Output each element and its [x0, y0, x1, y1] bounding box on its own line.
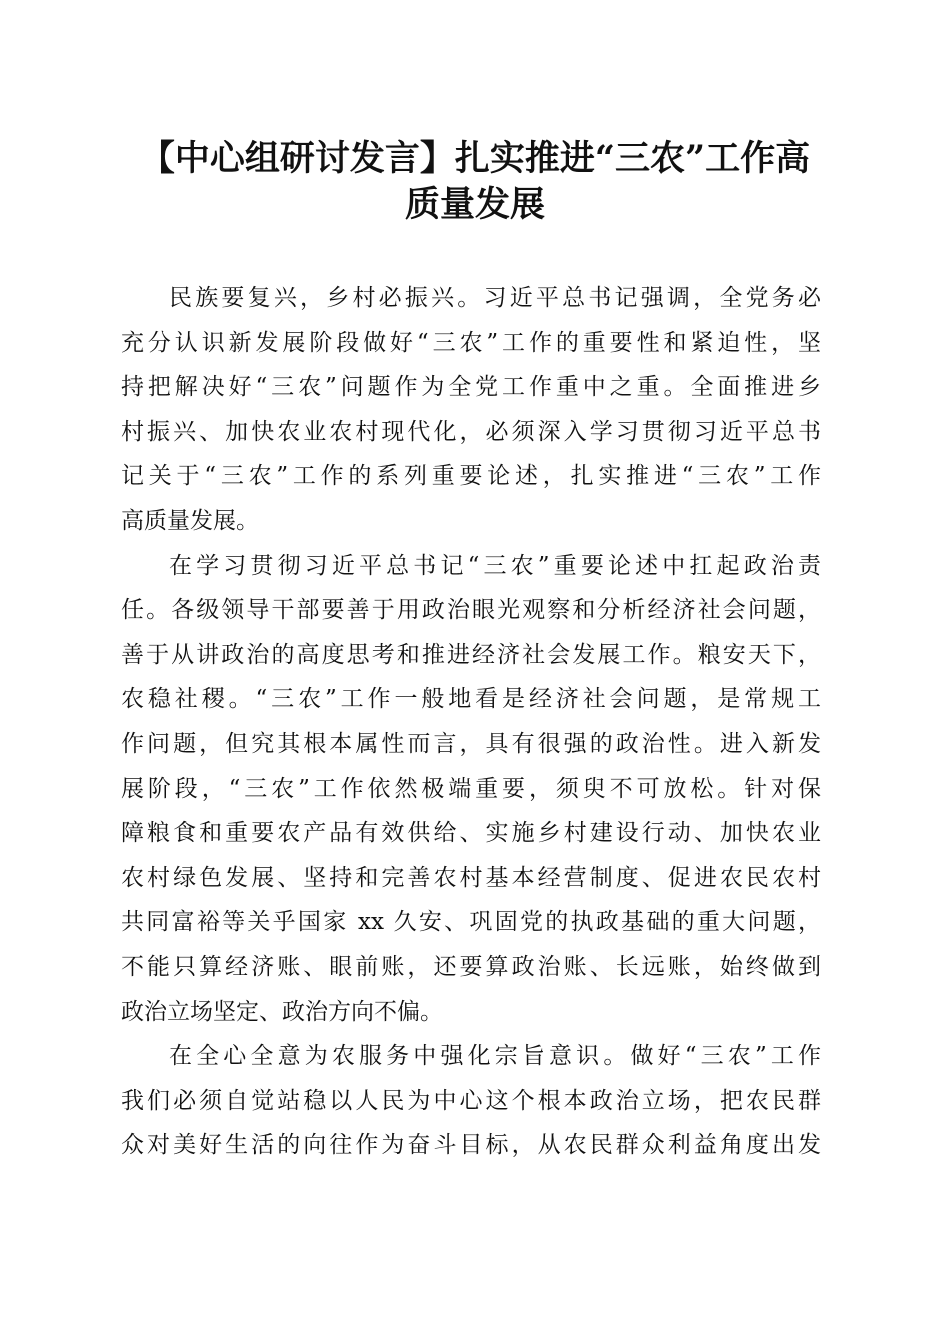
paragraph — [121, 544, 821, 1035]
title-line-2: 质量发展 — [404, 184, 545, 225]
text-line: 不能只算经济账、眼前账，还要算政治账、长远账，始终做到 — [121, 953, 821, 980]
text-line: 村振兴、加快农业农村现代化，必须深入学习贯彻习近平总书 — [121, 418, 821, 445]
text-line: 民族要复兴，乡村必振兴。习近平总书记强调，全党务必 — [169, 285, 821, 311]
text-line: 高质量发展。 — [121, 507, 259, 534]
text-line: 任。各级领导干部要善于用政治眼光观察和分析经济社会问题， — [121, 597, 821, 624]
text-line: 记关于“三农”工作的系列重要论述，扎实推进“三农”工作 — [121, 463, 821, 490]
text-line: 农稳社稷。“三农”工作一般地看是经济社会问题，是常规工 — [121, 686, 821, 713]
title-line-1: 【中心组研讨发言】扎实推进“三农”工作高 — [139, 138, 811, 179]
text-line: 农村绿色发展、坚持和完善农村基本经营制度、促进农民农村 — [121, 864, 821, 891]
text-line: 善于从讲政治的高度思考和推进经济社会发展工作。粮安天下， — [121, 641, 821, 668]
text-line: 作问题，但究其根本属性而言，具有很强的政治性。进入新发 — [121, 730, 821, 757]
text-line: 共同富裕等关乎国家 xx 久安、巩固党的执政基础的重大问题， — [121, 909, 821, 936]
text-line: 展阶段，“三农”工作依然极端重要，须臾不可放松。针对保 — [121, 775, 821, 802]
text-line: 在学习贯彻习近平总书记“三农”重要论述中扛起政治责 — [169, 552, 821, 579]
paragraph — [121, 1034, 821, 1168]
paragraph — [121, 276, 821, 544]
text-line: 在全心全意为农服务中强化宗旨意识。做好“三农”工作 — [169, 1043, 821, 1070]
document-body — [121, 276, 821, 1168]
text-line: 众对美好生活的向往作为奋斗目标，从农民群众利益角度出发 — [121, 1132, 821, 1159]
text-line: 充分认识新发展阶段做好“三农”工作的重要性和紧迫性，坚 — [121, 329, 821, 356]
text-line: 政治立场坚定、政治方向不偏。 — [121, 998, 443, 1025]
document-title — [100, 136, 850, 228]
text-line: 障粮食和重要农产品有效供给、实施乡村建设行动、加快农业 — [121, 820, 821, 847]
text-line: 我们必须自觉站稳以人民为中心这个根本政治立场，把农民群 — [121, 1087, 821, 1114]
text-line: 持把解决好“三农”问题作为全党工作重中之重。全面推进乡 — [121, 374, 821, 401]
